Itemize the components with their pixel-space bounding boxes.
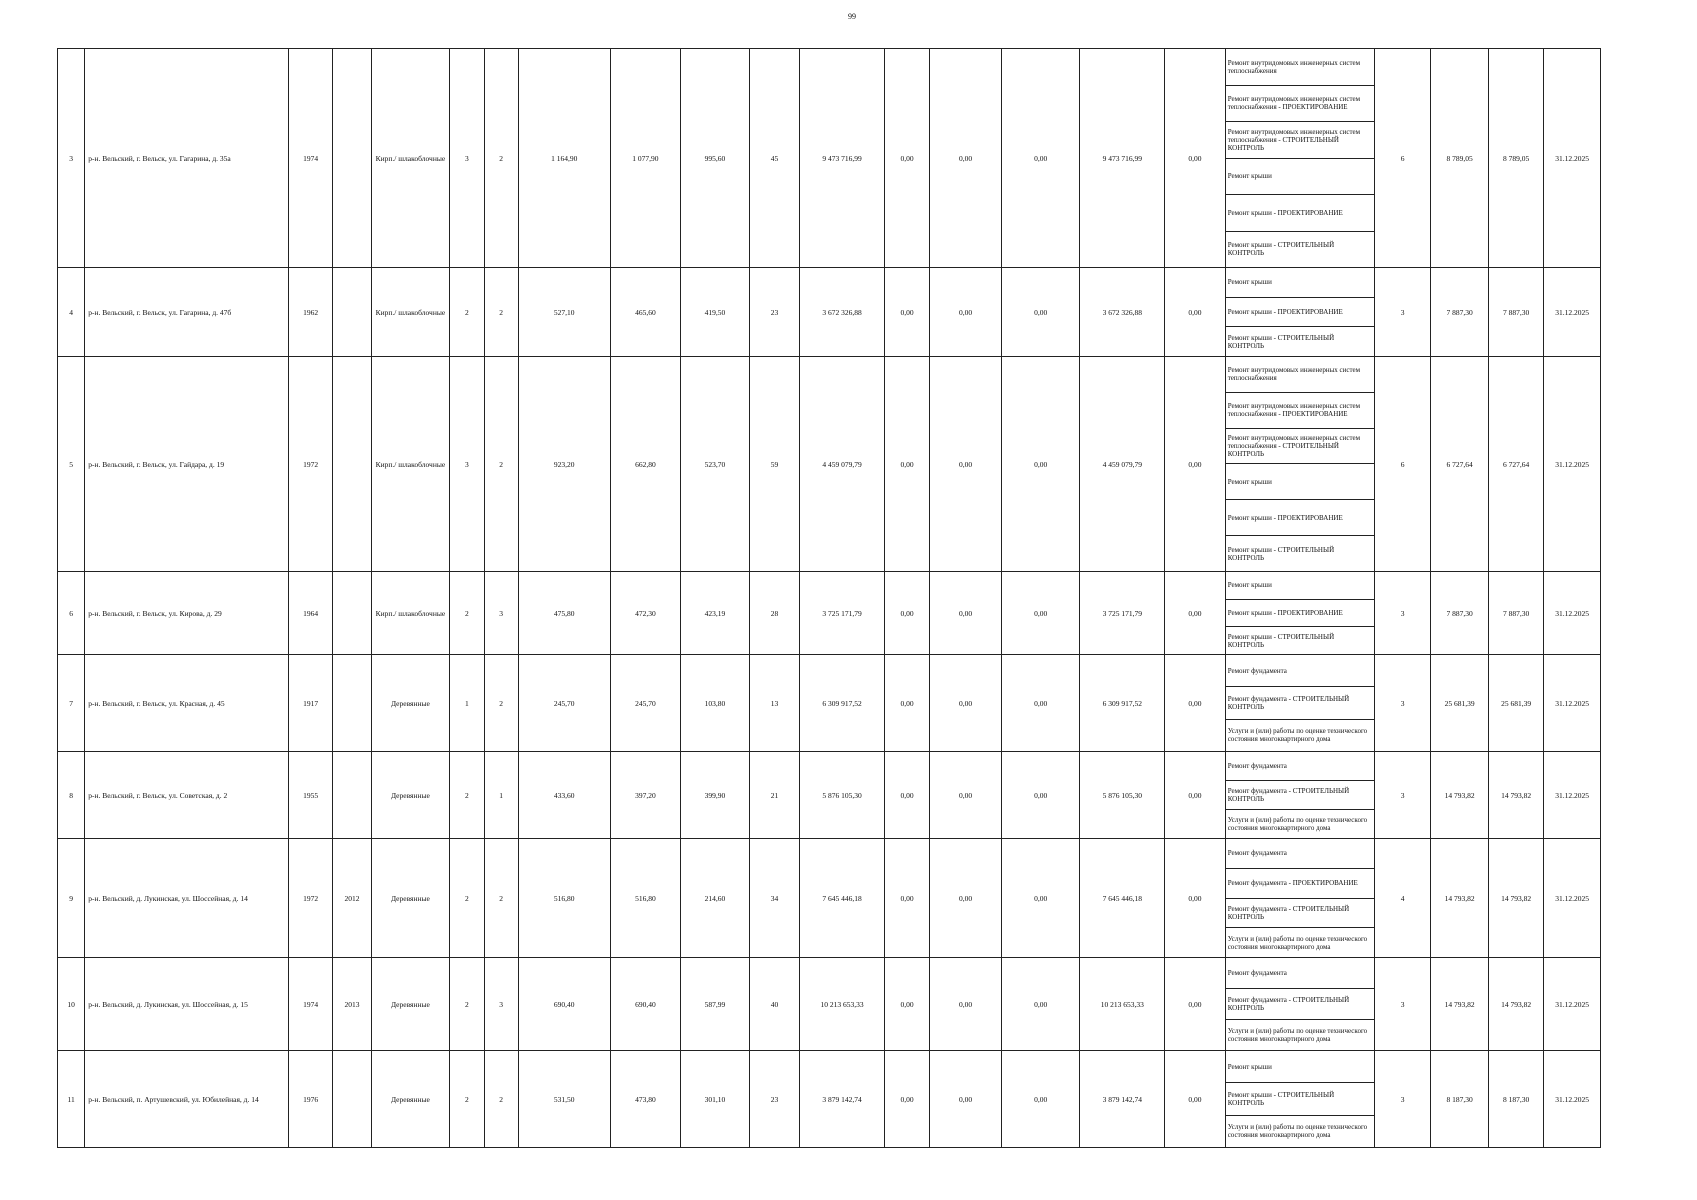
- regional-funds-cell: 0,00: [930, 357, 1002, 572]
- living-area-cell: 995,60: [681, 49, 750, 268]
- entrances-cell: 3: [484, 572, 518, 655]
- residents-cell: 23: [749, 268, 799, 357]
- deadline-cell: 31.12.2025: [1544, 1051, 1601, 1148]
- table-row: [58, 655, 1601, 752]
- wall-material-cell: Деревянные: [371, 839, 450, 958]
- work-item-label: Ремонт крыши - СТРОИТЕЛЬНЫЙ КОНТРОЛЬ: [1227, 241, 1335, 258]
- floors-cell: 2: [450, 958, 484, 1051]
- work-item: [1226, 86, 1374, 123]
- works-cell: [1225, 1051, 1374, 1148]
- deadline-cell: 31.12.2025: [1544, 655, 1601, 752]
- work-item: [1226, 1051, 1374, 1083]
- local-funds-cell: 0,00: [1001, 357, 1080, 572]
- wall-material-cell: Деревянные: [371, 958, 450, 1051]
- unit-cost-cell: 7 887,30: [1431, 572, 1488, 655]
- work-item-label: Ремонт крыши: [1227, 172, 1272, 181]
- year-built-cell: 1962: [288, 268, 332, 357]
- unit-cost-cell: 14 793,82: [1431, 752, 1488, 839]
- table-row: [58, 1051, 1601, 1148]
- work-item: [1226, 687, 1374, 719]
- unit-cost-limit-cell: 14 793,82: [1488, 752, 1543, 839]
- row-number: 9: [58, 839, 85, 958]
- wall-material-cell: Кирп./ шлакоблочные: [371, 268, 450, 357]
- year-built-cell: 1972: [288, 839, 332, 958]
- works-list: [1226, 268, 1374, 356]
- total-cost-cell: 9 473 716,99: [800, 49, 885, 268]
- year-built-cell: 1974: [288, 49, 332, 268]
- floors-cell: 2: [450, 839, 484, 958]
- work-item-label: Ремонт крыши - ПРОЕКТИРОВАНИЕ: [1227, 308, 1343, 316]
- deadline-cell: 31.12.2025: [1544, 958, 1601, 1051]
- work-item-label: Ремонт крыши - СТРОИТЕЛЬНЫЙ КОНТРОЛЬ: [1227, 545, 1335, 562]
- works-count-cell: 3: [1374, 268, 1430, 357]
- address-cell: р-н. Вельский, д. Лукинская, ул. Шоссейная, д. 15: [85, 958, 289, 1051]
- table-row: [58, 752, 1601, 839]
- year-built-cell: 1972: [288, 357, 332, 572]
- regional-funds-cell: 0,00: [930, 49, 1002, 268]
- work-item-label: Ремонт фундамента - СТРОИТЕЛЬНЫЙ КОНТРОЛЬ: [1227, 694, 1350, 711]
- works-cell: [1225, 958, 1374, 1051]
- work-item: [1226, 49, 1374, 86]
- federal-funds-cell: 0,00: [884, 357, 929, 572]
- work-item-label: Услуги и (или) работы по оценке технического состояния многоквартирного дома: [1227, 727, 1368, 744]
- total-area-cell: 245,70: [518, 655, 610, 752]
- federal-funds-cell: 0,00: [884, 958, 929, 1051]
- residents-cell: 40: [749, 958, 799, 1051]
- floors-cell: 2: [450, 268, 484, 357]
- work-item: [1226, 958, 1374, 989]
- local-funds-cell: 0,00: [1001, 839, 1080, 958]
- wall-material-cell: Кирп./ шлакоблочные: [371, 572, 450, 655]
- row-number: 3: [58, 49, 85, 268]
- unit-cost-limit-cell: 8 789,05: [1488, 49, 1543, 268]
- work-item-label: Ремонт внутридомовых инженерных систем теплоснабжения - СТРОИТЕЛЬНЫЙ КОНТРОЛЬ: [1227, 127, 1361, 152]
- work-item: [1226, 536, 1374, 571]
- unit-cost-limit-cell: 14 793,82: [1488, 839, 1543, 958]
- rooms-area-cell: 516,80: [610, 839, 681, 958]
- work-item-label: Ремонт крыши - ПРОЕКТИРОВАНИЕ: [1227, 208, 1343, 217]
- work-item-label: Ремонт внутридомовых инженерных систем теплоснабжения: [1227, 58, 1361, 75]
- federal-funds-cell: 0,00: [884, 752, 929, 839]
- rooms-area-cell: 473,80: [610, 1051, 681, 1148]
- residents-cell: 28: [749, 572, 799, 655]
- federal-funds-cell: 0,00: [884, 1051, 929, 1148]
- table-row: [58, 268, 1601, 357]
- year-overhaul-cell: [333, 357, 371, 572]
- entrances-cell: 3: [484, 958, 518, 1051]
- residents-cell: 23: [749, 1051, 799, 1148]
- owners-funds-cell: 3 879 142,74: [1080, 1051, 1165, 1148]
- table-body: [58, 49, 1601, 1148]
- unit-cost-cell: 14 793,82: [1431, 958, 1488, 1051]
- rooms-area-cell: 662,80: [610, 357, 681, 572]
- works-count-cell: 4: [1374, 839, 1430, 958]
- work-item-label: Ремонт крыши - ПРОЕКТИРОВАНИЕ: [1227, 513, 1343, 522]
- address-cell: р-н. Вельский, г. Вельск, ул. Гайдара, д. 19: [85, 357, 289, 572]
- address-cell: р-н. Вельский, д. Лукинская, ул. Шоссейная, д. 14: [85, 839, 289, 958]
- works-count-cell: 6: [1374, 49, 1430, 268]
- federal-funds-cell: 0,00: [884, 655, 929, 752]
- year-overhaul-cell: [333, 268, 371, 357]
- year-built-cell: 1964: [288, 572, 332, 655]
- work-item-label: Ремонт фундамента: [1227, 849, 1287, 858]
- unit-cost-limit-cell: 6 727,64: [1488, 357, 1543, 572]
- rooms-area-cell: 690,40: [610, 958, 681, 1051]
- work-item: [1226, 464, 1374, 500]
- document-sheet: [57, 48, 1601, 1148]
- table-row: [58, 958, 1601, 1051]
- total-area-cell: 527,10: [518, 268, 610, 357]
- work-item: [1226, 1116, 1374, 1147]
- work-item: [1226, 429, 1374, 465]
- work-item: [1226, 572, 1374, 600]
- work-item: [1226, 752, 1374, 781]
- work-item: [1226, 1020, 1374, 1050]
- address-cell: р-н. Вельский, г. Вельск, ул. Советская, д. 2: [85, 752, 289, 839]
- row-number: 10: [58, 958, 85, 1051]
- work-item: [1226, 781, 1374, 810]
- residents-cell: 59: [749, 357, 799, 572]
- work-item-label: Ремонт внутридомовых инженерных систем теплоснабжения - ПРОЕКТИРОВАНИЕ: [1227, 402, 1361, 419]
- work-item: [1226, 1083, 1374, 1115]
- works-count-cell: 3: [1374, 655, 1430, 752]
- total-cost-cell: 6 309 917,52: [800, 655, 885, 752]
- year-overhaul-cell: [333, 1051, 371, 1148]
- year-built-cell: 1974: [288, 958, 332, 1051]
- work-item-label: Ремонт внутридомовых инженерных систем теплоснабжения: [1227, 366, 1361, 383]
- address-cell: р-н. Вельский, г. Вельск, ул. Красная, д. 45: [85, 655, 289, 752]
- entrances-cell: 2: [484, 49, 518, 268]
- work-item: [1226, 268, 1374, 298]
- row-number: 11: [58, 1051, 85, 1148]
- living-area-cell: 301,10: [681, 1051, 750, 1148]
- total-area-cell: 923,20: [518, 357, 610, 572]
- work-item: [1226, 600, 1374, 628]
- address-cell: р-н. Вельский, г. Вельск, ул. Кирова, д. 29: [85, 572, 289, 655]
- works-cell: [1225, 357, 1374, 572]
- total-cost-cell: 5 876 105,30: [800, 752, 885, 839]
- work-item: [1226, 720, 1374, 751]
- owners-funds-cell: 4 459 079,79: [1080, 357, 1165, 572]
- work-item-label: Ремонт крыши: [1227, 278, 1272, 287]
- works-cell: [1225, 49, 1374, 268]
- federal-funds-cell: 0,00: [884, 49, 929, 268]
- year-built-cell: 1976: [288, 1051, 332, 1148]
- unit-cost-cell: 14 793,82: [1431, 839, 1488, 958]
- floors-cell: 2: [450, 1051, 484, 1148]
- work-item: [1226, 393, 1374, 429]
- year-overhaul-cell: [333, 655, 371, 752]
- deadline-cell: 31.12.2025: [1544, 752, 1601, 839]
- work-item-label: Ремонт фундамента: [1227, 666, 1287, 675]
- deadline-cell: 31.12.2025: [1544, 839, 1601, 958]
- works-list: [1226, 572, 1374, 654]
- living-area-cell: 419,50: [681, 268, 750, 357]
- total-area-cell: 433,60: [518, 752, 610, 839]
- work-item-label: Ремонт крыши: [1227, 581, 1272, 590]
- residents-cell: 21: [749, 752, 799, 839]
- owners-funds-cell: 6 309 917,52: [1080, 655, 1165, 752]
- work-item: [1226, 500, 1374, 536]
- local-funds-cell: 0,00: [1001, 752, 1080, 839]
- year-overhaul-cell: 2013: [333, 958, 371, 1051]
- work-item: [1226, 928, 1374, 957]
- works-count-cell: 3: [1374, 752, 1430, 839]
- work-item-label: Услуги и (или) работы по оценке технического состояния многоквартирного дома: [1227, 934, 1368, 951]
- entrances-cell: 2: [484, 357, 518, 572]
- works-list: [1226, 357, 1374, 571]
- work-item-label: Услуги и (или) работы по оценке технического состояния многоквартирного дома: [1227, 1123, 1368, 1140]
- floors-cell: 3: [450, 49, 484, 268]
- unit-cost-cell: 8 187,30: [1431, 1051, 1488, 1148]
- living-area-cell: 103,80: [681, 655, 750, 752]
- year-built-cell: 1955: [288, 752, 332, 839]
- living-area-cell: 587,99: [681, 958, 750, 1051]
- row-number: 4: [58, 268, 85, 357]
- local-funds-cell: 0,00: [1001, 1051, 1080, 1148]
- work-item-label: Ремонт фундамента - СТРОИТЕЛЬНЫЙ КОНТРОЛЬ: [1227, 996, 1350, 1012]
- page-number: 99: [848, 12, 856, 21]
- other-funds-cell: 0,00: [1165, 49, 1226, 268]
- living-area-cell: 399,90: [681, 752, 750, 839]
- work-item-label: Ремонт крыши: [1227, 1062, 1272, 1071]
- rooms-area-cell: 245,70: [610, 655, 681, 752]
- regional-funds-cell: 0,00: [930, 572, 1002, 655]
- works-list: [1226, 1051, 1374, 1147]
- total-area-cell: 531,50: [518, 1051, 610, 1148]
- wall-material-cell: Деревянные: [371, 655, 450, 752]
- works-count-cell: 6: [1374, 357, 1430, 572]
- year-overhaul-cell: [333, 752, 371, 839]
- regional-funds-cell: 0,00: [930, 655, 1002, 752]
- residents-cell: 45: [749, 49, 799, 268]
- work-item: [1226, 298, 1374, 328]
- owners-funds-cell: 5 876 105,30: [1080, 752, 1165, 839]
- works-cell: [1225, 839, 1374, 958]
- floors-cell: 1: [450, 655, 484, 752]
- work-item: [1226, 839, 1374, 869]
- row-number: 6: [58, 572, 85, 655]
- total-area-cell: 690,40: [518, 958, 610, 1051]
- unit-cost-limit-cell: 7 887,30: [1488, 268, 1543, 357]
- living-area-cell: 214,60: [681, 839, 750, 958]
- unit-cost-limit-cell: 7 887,30: [1488, 572, 1543, 655]
- residents-cell: 34: [749, 839, 799, 958]
- work-item: [1226, 357, 1374, 393]
- total-cost-cell: 4 459 079,79: [800, 357, 885, 572]
- year-overhaul-cell: [333, 572, 371, 655]
- works-count-cell: 3: [1374, 958, 1430, 1051]
- works-count-cell: 3: [1374, 1051, 1430, 1148]
- floors-cell: 2: [450, 752, 484, 839]
- work-item: [1226, 899, 1374, 929]
- works-cell: [1225, 572, 1374, 655]
- other-funds-cell: 0,00: [1165, 958, 1226, 1051]
- address-cell: р-н. Вельский, п. Артушевский, ул. Юбилейная, д. 14: [85, 1051, 289, 1148]
- work-item-label: Ремонт фундамента: [1227, 762, 1287, 770]
- table-row: [58, 839, 1601, 958]
- regional-funds-cell: 0,00: [930, 752, 1002, 839]
- work-item: [1226, 627, 1374, 654]
- regional-funds-cell: 0,00: [930, 839, 1002, 958]
- other-funds-cell: 0,00: [1165, 572, 1226, 655]
- year-overhaul-cell: 2012: [333, 839, 371, 958]
- local-funds-cell: 0,00: [1001, 49, 1080, 268]
- work-item: [1226, 810, 1374, 838]
- work-item-label: Ремонт крыши - ПРОЕКТИРОВАНИЕ: [1227, 609, 1343, 617]
- rooms-area-cell: 397,20: [610, 752, 681, 839]
- local-funds-cell: 0,00: [1001, 572, 1080, 655]
- federal-funds-cell: 0,00: [884, 268, 929, 357]
- work-item: [1226, 159, 1374, 196]
- works-list: [1226, 655, 1374, 751]
- local-funds-cell: 0,00: [1001, 958, 1080, 1051]
- work-item-label: Ремонт крыши - СТРОИТЕЛЬНЫЙ КОНТРОЛЬ: [1227, 1090, 1335, 1107]
- unit-cost-limit-cell: 14 793,82: [1488, 958, 1543, 1051]
- year-built-cell: 1917: [288, 655, 332, 752]
- entrances-cell: 2: [484, 268, 518, 357]
- other-funds-cell: 0,00: [1165, 655, 1226, 752]
- floors-cell: 3: [450, 357, 484, 572]
- work-item: [1226, 655, 1374, 687]
- unit-cost-limit-cell: 25 681,39: [1488, 655, 1543, 752]
- total-cost-cell: 10 213 653,33: [800, 958, 885, 1051]
- living-area-cell: 423,19: [681, 572, 750, 655]
- total-cost-cell: 3 879 142,74: [800, 1051, 885, 1148]
- address-cell: р-н. Вельский, г. Вельск, ул. Гагарина, д. 35а: [85, 49, 289, 268]
- deadline-cell: 31.12.2025: [1544, 268, 1601, 357]
- total-cost-cell: 7 645 446,18: [800, 839, 885, 958]
- work-item-label: Ремонт внутридомовых инженерных систем теплоснабжения - ПРОЕКТИРОВАНИЕ: [1227, 95, 1361, 112]
- living-area-cell: 523,70: [681, 357, 750, 572]
- total-area-cell: 516,80: [518, 839, 610, 958]
- works-cell: [1225, 752, 1374, 839]
- owners-funds-cell: 9 473 716,99: [1080, 49, 1165, 268]
- federal-funds-cell: 0,00: [884, 572, 929, 655]
- wall-material-cell: Деревянные: [371, 752, 450, 839]
- unit-cost-cell: 7 887,30: [1431, 268, 1488, 357]
- table-row: [58, 49, 1601, 268]
- unit-cost-cell: 6 727,64: [1431, 357, 1488, 572]
- work-item-label: Ремонт фундамента - ПРОЕКТИРОВАНИЕ: [1227, 879, 1358, 888]
- regional-funds-cell: 0,00: [930, 958, 1002, 1051]
- repair-program-table: [57, 48, 1601, 1148]
- works-list: [1226, 49, 1374, 267]
- regional-funds-cell: 0,00: [930, 268, 1002, 357]
- year-overhaul-cell: [333, 49, 371, 268]
- total-area-cell: 1 164,90: [518, 49, 610, 268]
- federal-funds-cell: 0,00: [884, 839, 929, 958]
- work-item: [1226, 195, 1374, 232]
- work-item-label: Услуги и (или) работы по оценке технического состояния многоквартирного дома: [1227, 816, 1368, 832]
- owners-funds-cell: 3 672 326,88: [1080, 268, 1165, 357]
- deadline-cell: 31.12.2025: [1544, 572, 1601, 655]
- regional-funds-cell: 0,00: [930, 1051, 1002, 1148]
- other-funds-cell: 0,00: [1165, 839, 1226, 958]
- local-funds-cell: 0,00: [1001, 655, 1080, 752]
- other-funds-cell: 0,00: [1165, 357, 1226, 572]
- rooms-area-cell: 1 077,90: [610, 49, 681, 268]
- work-item-label: Ремонт крыши: [1227, 477, 1272, 486]
- work-item: [1226, 122, 1374, 159]
- works-list: [1226, 752, 1374, 838]
- rooms-area-cell: 465,60: [610, 268, 681, 357]
- floors-cell: 2: [450, 572, 484, 655]
- unit-cost-cell: 8 789,05: [1431, 49, 1488, 268]
- work-item-label: Ремонт крыши - СТРОИТЕЛЬНЫЙ КОНТРОЛЬ: [1227, 333, 1335, 350]
- row-number: 7: [58, 655, 85, 752]
- works-cell: [1225, 268, 1374, 357]
- wall-material-cell: Кирп./ шлакоблочные: [371, 357, 450, 572]
- total-area-cell: 475,80: [518, 572, 610, 655]
- total-cost-cell: 3 672 326,88: [800, 268, 885, 357]
- other-funds-cell: 0,00: [1165, 1051, 1226, 1148]
- owners-funds-cell: 10 213 653,33: [1080, 958, 1165, 1051]
- work-item-label: Ремонт крыши - СТРОИТЕЛЬНЫЙ КОНТРОЛЬ: [1227, 632, 1335, 649]
- total-cost-cell: 3 725 171,79: [800, 572, 885, 655]
- entrances-cell: 2: [484, 1051, 518, 1148]
- entrances-cell: 2: [484, 839, 518, 958]
- unit-cost-cell: 25 681,39: [1431, 655, 1488, 752]
- unit-cost-limit-cell: 8 187,30: [1488, 1051, 1543, 1148]
- owners-funds-cell: 3 725 171,79: [1080, 572, 1165, 655]
- work-item-label: Ремонт внутридомовых инженерных систем теплоснабжения - СТРОИТЕЛЬНЫЙ КОНТРОЛЬ: [1227, 434, 1361, 459]
- works-count-cell: 3: [1374, 572, 1430, 655]
- other-funds-cell: 0,00: [1165, 752, 1226, 839]
- work-item-label: Ремонт фундамента - СТРОИТЕЛЬНЫЙ КОНТРОЛЬ: [1227, 904, 1350, 921]
- rooms-area-cell: 472,30: [610, 572, 681, 655]
- row-number: 8: [58, 752, 85, 839]
- owners-funds-cell: 7 645 446,18: [1080, 839, 1165, 958]
- works-list: [1226, 839, 1374, 957]
- wall-material-cell: Кирп./ шлакоблочные: [371, 49, 450, 268]
- other-funds-cell: 0,00: [1165, 268, 1226, 357]
- table-row: [58, 357, 1601, 572]
- work-item: [1226, 989, 1374, 1020]
- work-item: [1226, 869, 1374, 899]
- wall-material-cell: Деревянные: [371, 1051, 450, 1148]
- local-funds-cell: 0,00: [1001, 268, 1080, 357]
- deadline-cell: 31.12.2025: [1544, 357, 1601, 572]
- work-item: [1226, 327, 1374, 356]
- entrances-cell: 2: [484, 655, 518, 752]
- table-row: [58, 572, 1601, 655]
- deadline-cell: 31.12.2025: [1544, 49, 1601, 268]
- works-list: [1226, 958, 1374, 1050]
- work-item: [1226, 232, 1374, 268]
- address-cell: р-н. Вельский, г. Вельск, ул. Гагарина, д. 47б: [85, 268, 289, 357]
- residents-cell: 13: [749, 655, 799, 752]
- work-item-label: Ремонт фундамента: [1227, 969, 1287, 977]
- work-item-label: Ремонт фундамента - СТРОИТЕЛЬНЫЙ КОНТРОЛЬ: [1227, 787, 1350, 803]
- work-item-label: Услуги и (или) работы по оценке технического состояния многоквартирного дома: [1227, 1027, 1368, 1043]
- row-number: 5: [58, 357, 85, 572]
- works-cell: [1225, 655, 1374, 752]
- entrances-cell: 1: [484, 752, 518, 839]
